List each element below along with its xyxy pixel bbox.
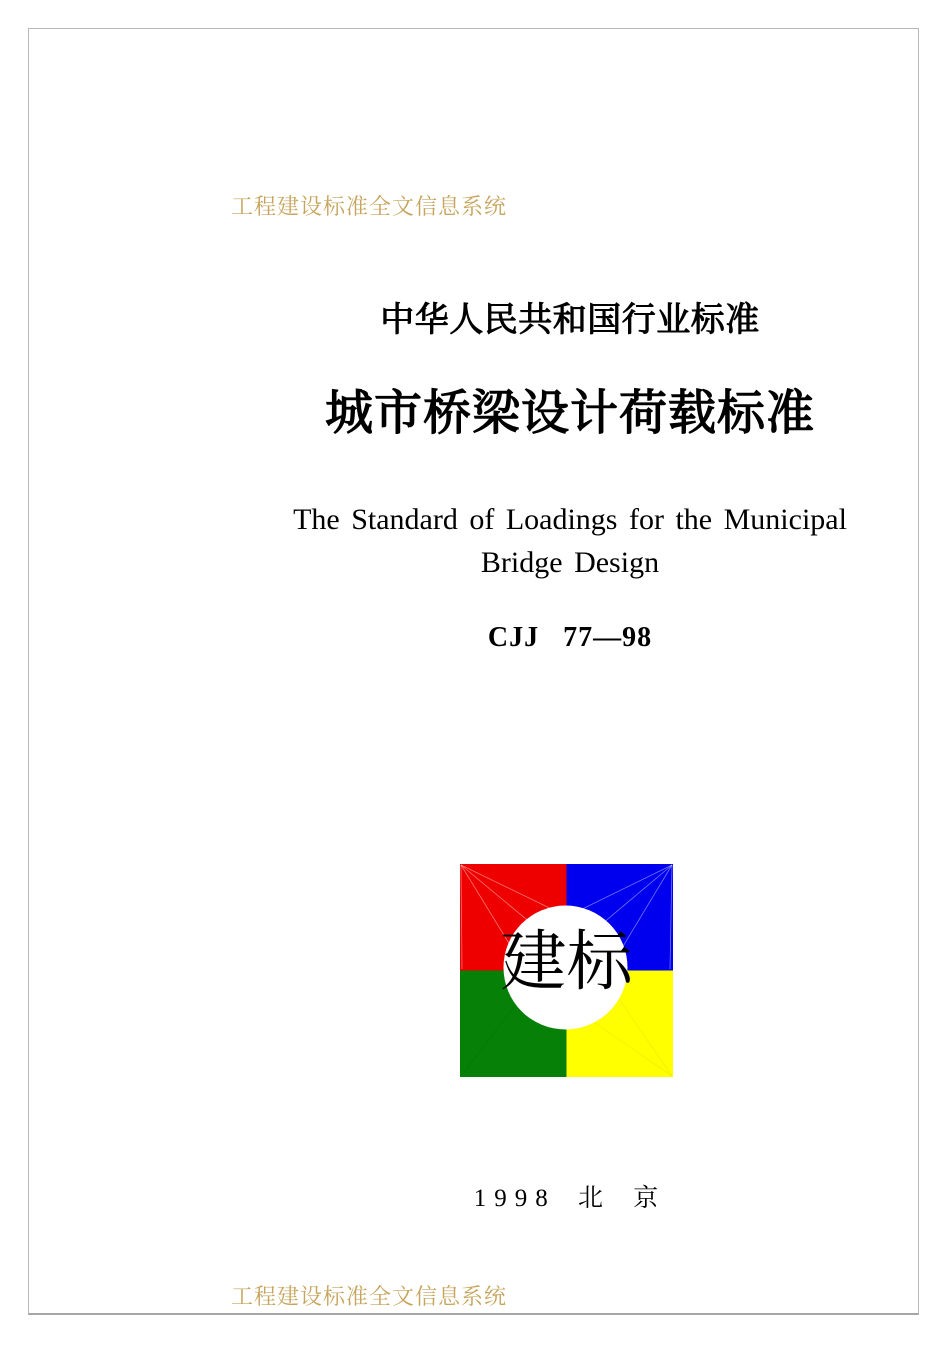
english-subtitle <box>150 498 950 584</box>
jianbiao-logo <box>460 864 673 1077</box>
document-title: 城市桥梁设计荷载标准 <box>324 387 815 440</box>
english-subtitle-line2: Bridge Design <box>480 546 660 579</box>
watermark-bottom: 工程建设标准全文信息系统 <box>231 1284 508 1309</box>
page-border <box>28 28 919 1315</box>
publication-year-city: 1998 北 京 <box>473 1185 667 1212</box>
english-subtitle-line1: The Standard of Loadings for the Municipal <box>293 503 847 536</box>
logo-text: 建标 <box>500 926 633 999</box>
national-standard-heading: 中华人民共和国行业标准 <box>380 302 760 339</box>
watermark-top: 工程建设标准全文信息系统 <box>231 194 508 219</box>
standard-code: CJJ 77—98 <box>487 622 653 653</box>
